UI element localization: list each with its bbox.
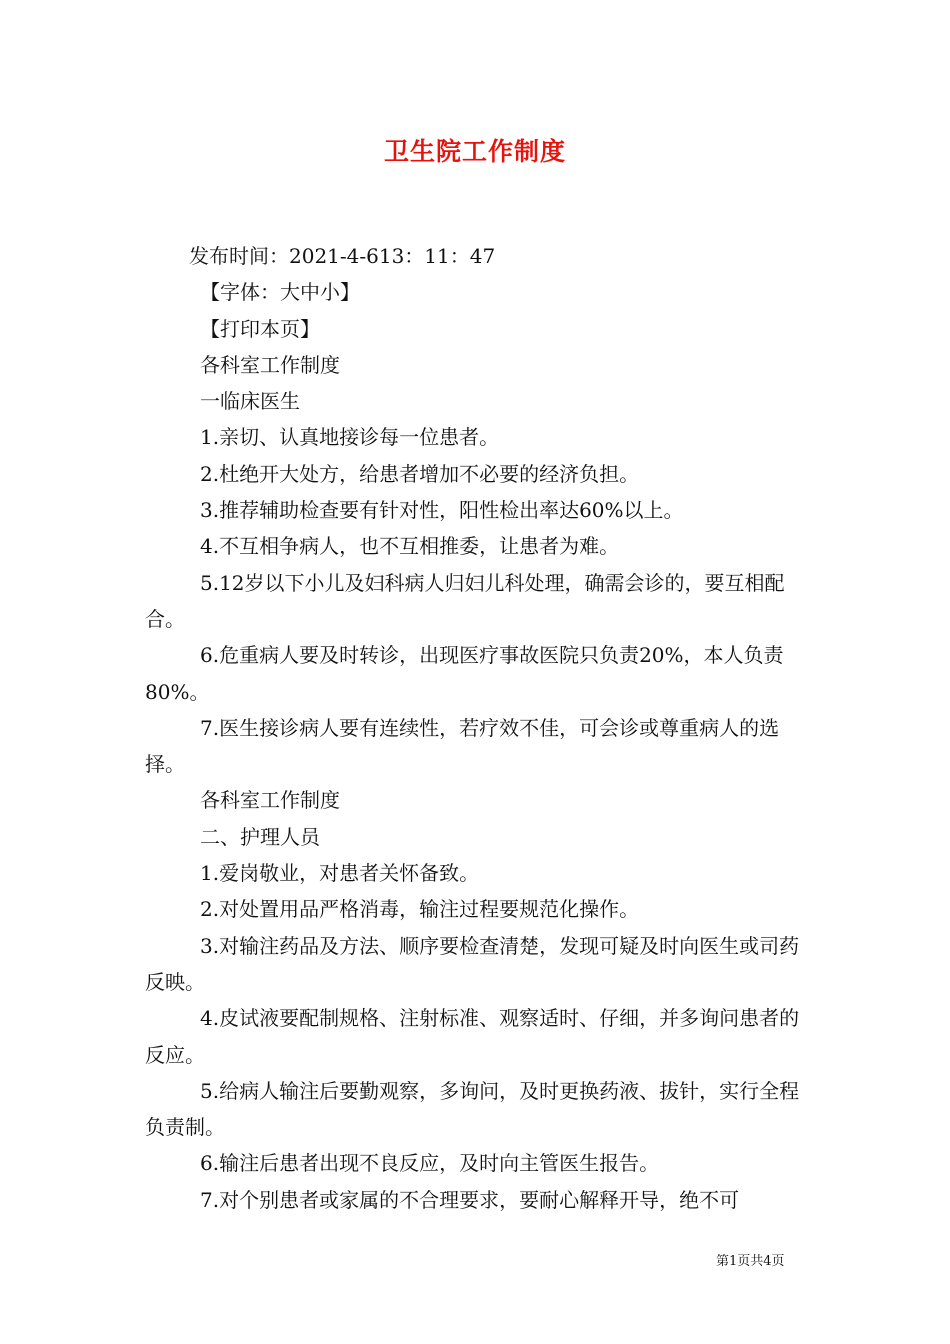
paragraph: 2.对处置用品严格消毒，输注过程要规范化操作。 bbox=[200, 897, 640, 922]
font-size-options[interactable]: 【字体：大中小】 bbox=[200, 280, 360, 305]
paragraph: 各科室工作制度 bbox=[200, 788, 340, 813]
page-title: 卫生院工作制度 bbox=[383, 137, 566, 166]
paragraph: 6.危重病人要及时转诊，出现医疗事故医院只负责20%，本人负责80%。 bbox=[145, 643, 784, 704]
paragraph: 二、护理人员 bbox=[200, 824, 320, 849]
paragraph: 各科室工作制度 bbox=[200, 352, 340, 377]
paragraph: 4.皮试液要配制规格、注射标准、观察适时、仔细，并多询问患者的反应。 bbox=[145, 1006, 800, 1067]
publish-time: 发布时间：2021-4-613：11：47 bbox=[189, 244, 496, 268]
paragraph: 2.杜绝开大处方，给患者增加不必要的经济负担。 bbox=[200, 461, 640, 486]
paragraph: 4.不互相争病人，也不互相推委，让患者为难。 bbox=[200, 534, 620, 559]
paragraph: 3.对输注药品及方法、顺序要检查清楚，发现可疑及时向医生或司药反映。 bbox=[145, 933, 800, 994]
paragraph: 5.给病人输注后要勤观察，多询问，及时更换药液、拔针，实行全程负责制。 bbox=[145, 1078, 800, 1140]
paragraph: 3.推荐辅助检查要有针对性，阳性检出率达60%以上。 bbox=[200, 498, 684, 523]
paragraph: 5.12岁以下小儿及妇科病人归妇儿科处理，确需会诊的，要互相配合。 bbox=[145, 570, 785, 631]
paragraph: 7.对个别患者或家属的不合理要求，要耐心解释开导，绝不可 bbox=[200, 1187, 740, 1212]
print-page-link[interactable]: 【打印本页】 bbox=[200, 316, 320, 341]
paragraph: 6.输注后患者出现不良反应，及时向主管医生报告。 bbox=[200, 1151, 660, 1176]
paragraph: 7.医生接诊病人要有连续性，若疗效不佳，可会诊或尊重病人的选择。 bbox=[145, 715, 780, 777]
document-body bbox=[145, 238, 810, 1218]
paragraph: 1.爱岗敬业，对患者关怀备致。 bbox=[200, 861, 480, 886]
page-footer: 第1页共4页 bbox=[716, 1254, 785, 1269]
paragraph: 1.亲切、认真地接诊每一位患者。 bbox=[200, 425, 500, 450]
paragraph: 一临床医生 bbox=[200, 389, 300, 414]
